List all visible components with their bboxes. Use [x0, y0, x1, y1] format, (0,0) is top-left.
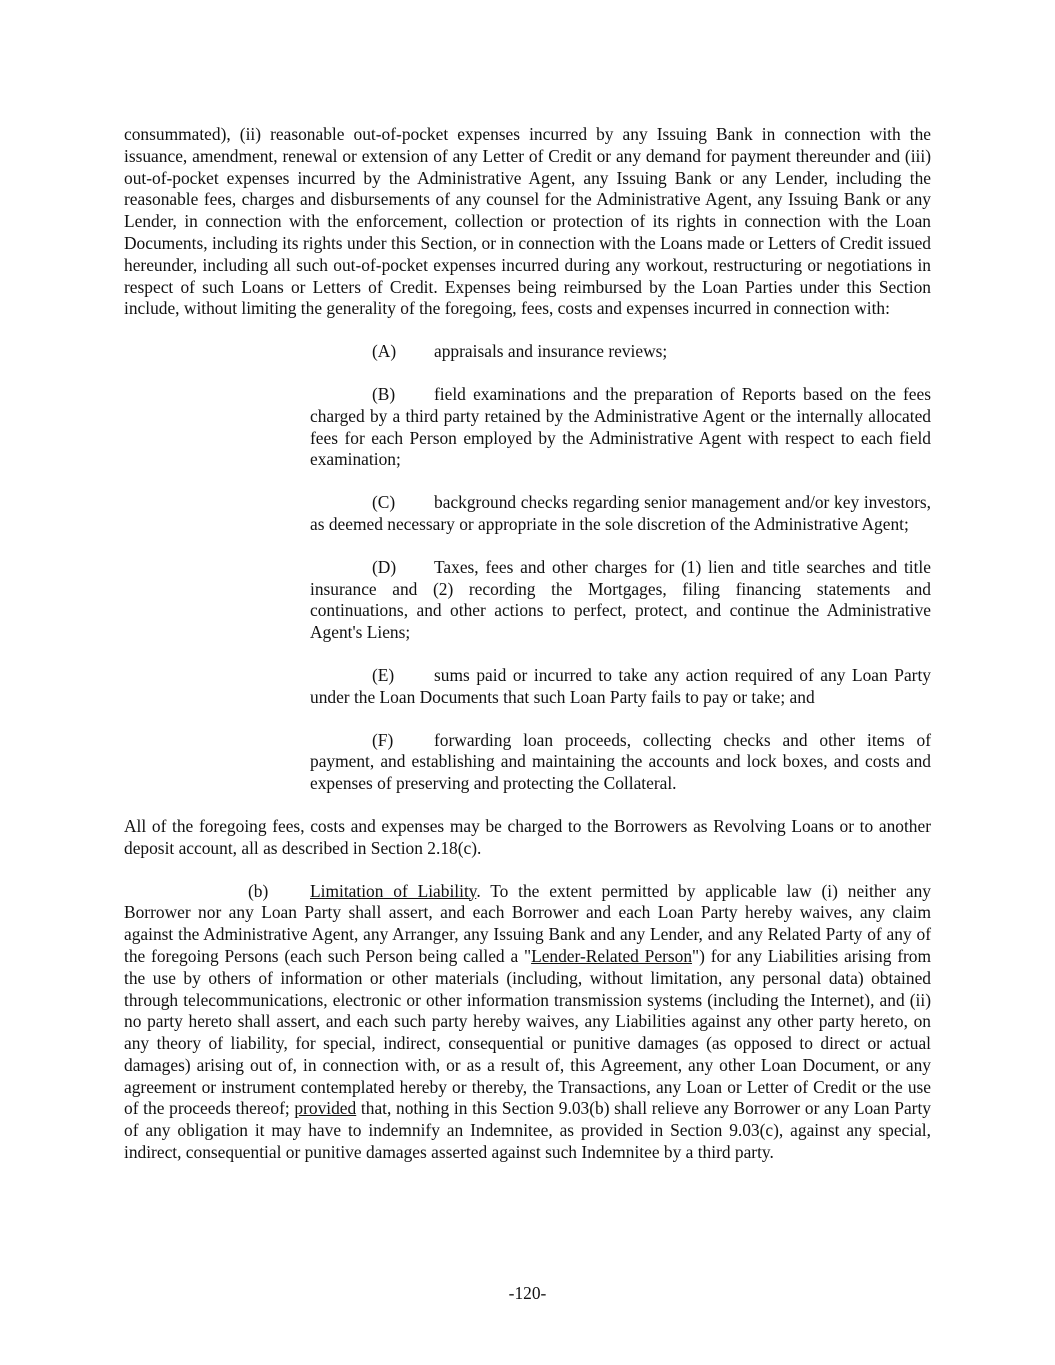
list-item [310, 384, 931, 471]
section-b-text-2: ") for any Liabilities arising from the use by others of information or other materials (including, without limitation, any personal data) obtained through telecommunications, electronic or other information transmission systems (including the Internet), and (ii) no party hereto shall assert, and each such party hereby waives, any Liabilities against any other party hereto, on any theory of liability, for special, indirect, consequential or punitive damages (as opposed to direct or actual damages) arising out of, in connection with, or as a result of, this Agreement, any other Loan Document, or any agreement or instrument contemplated hereby or thereby, the Transactions, any Loan or Letter of Credit or the use of the proceeds thereof; [124, 945, 931, 1119]
list-item-text: appraisals and insurance reviews; [434, 341, 668, 362]
list-item [310, 341, 931, 363]
intro-paragraph: consummated), (ii) reasonable out-of-pocket expenses incurred by any Issuing Bank in connection with the issuance, amendment, renewal or extension of any Letter of Credit or any demand for payment thereunder and (iii) out-of-pocket expenses incurred by the Administrative Agent, any Issuing Bank or any Lender, including the reasonable fees, charges and disbursements of any counsel for the Administrative Agent, any Issuing Bank or any Lender, in connection with the enforcement, collection or protection of its rights in connection with the Loan Documents, including its rights under this Section, or in connection with the Loans made or Letters of Credit issued hereunder, including all such out-of-pocket expenses incurred during any workout, restructuring or negotiations in respect of such Loans or Letters of Credit. Expenses being reimbursed by the Loan Parties under this Section include, without limiting the generality of the foregoing, fees, costs and expenses incurred in connection with: [124, 124, 931, 319]
section-b-text-3: that, nothing in this Section 9.03(b) shall relieve any Borrower or any Loan Party of any obligation it may have to indemnify an Indemnitee, as provided in Section 9.03(c), against any special, indirect, consequential or punitive damages asserted against such Indemnitee by a third party. [124, 1098, 931, 1163]
section-b-heading: Limitation of Liability [310, 880, 477, 901]
list-item-text: Taxes, fees and other charges for (1) lien and title searches and title insurance and (2) recording the Mortgages, filing financing statements and continuations, and other actions to perfect, protect, and continue the Administrative Agent's Liens; [310, 556, 931, 643]
proviso-term: provided [294, 1098, 357, 1119]
list-item-label: (F) [372, 729, 394, 750]
document-page [124, 124, 931, 1164]
list-item-label: (E) [372, 664, 395, 685]
list-item-text: forwarding loan proceeds, collecting checks and other items of payment, and establishing and maintaining the accounts and lock boxes, and costs and expenses of preserving and protecting the Collateral. [310, 729, 931, 794]
closing-paragraph: All of the foregoing fees, costs and expenses may be charged to the Borrowers as Revolving Loans or to another deposit account, all as described in Section 2.18(c). [124, 815, 931, 858]
section-b-text-1: . To the extent permitted by applicable law (i) neither any Borrower nor any Loan Party shall assert, and each Borrower and each Loan Party hereby waives, any claim against the Administrative Agent, any Arranger, any Issuing Bank and any Lender, and any Related Party of any of the foregoing Persons (each such Person being called a " [124, 880, 931, 966]
list-item [310, 492, 931, 536]
expense-item-list [310, 341, 931, 795]
list-item-label: (C) [372, 492, 396, 513]
page-number: -120- [508, 1283, 547, 1303]
list-item [310, 557, 931, 644]
defined-term: Lender-Related Person [531, 945, 693, 966]
list-item-text: sums paid or incurred to take any action required of any Loan Party under the Loan Documents that such Loan Party fails to pay or take; and [310, 664, 931, 707]
section-b-paragraph [124, 881, 931, 1164]
list-item-label: (B) [372, 383, 396, 404]
list-item [310, 730, 931, 795]
list-item-label: (D) [372, 556, 397, 577]
list-item-text: background checks regarding senior management and/or key investors, as deemed necessary or appropriate in the sole discretion of the Administrative Agent; [310, 492, 931, 534]
list-item [310, 665, 931, 709]
list-item-label: (A) [372, 341, 397, 362]
section-b-label: (b) [248, 880, 269, 901]
list-item-text: field examinations and the preparation of Reports based on the fees charged by a third party retained by the Administrative Agent or the internally allocated fees for each Person employed by the Administrative Agent with respect to each field examination; [310, 383, 931, 470]
